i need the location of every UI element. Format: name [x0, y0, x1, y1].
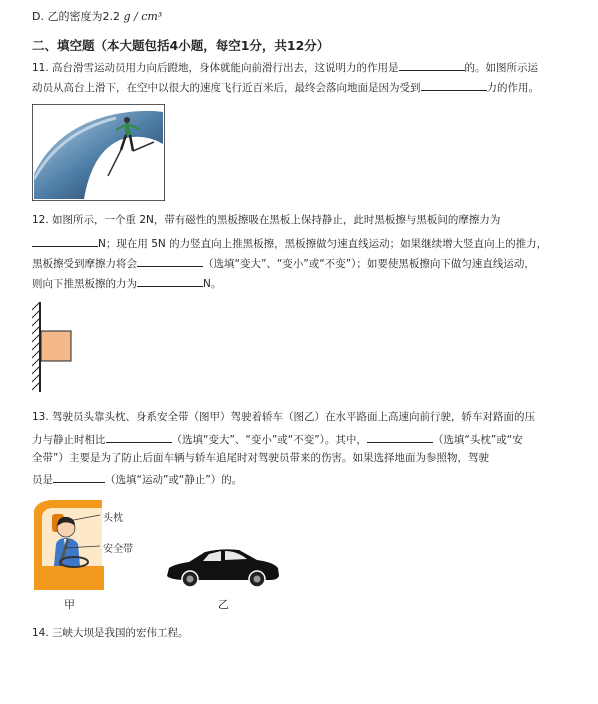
q12-blank-1[interactable]	[32, 235, 98, 247]
q12-text-3a: 黑板擦受到摩擦力将会	[32, 258, 137, 270]
q12-text-3b: （选填“变大”、“变小”或“不变”）；如要使黑板擦向下做匀速直线运动，	[203, 258, 535, 270]
seatbelt-label: 安全带	[103, 544, 133, 555]
q11-text-1a: 11. 高台滑雪运动员用力向后蹬地，身体就能向前滑行出去，这说明力的作用是	[32, 62, 399, 74]
section-title: 二、填空题（本大题包括4小题，每空1分，共12分）	[32, 38, 330, 53]
option-d-text: D. 乙的密度为2.2	[32, 10, 124, 23]
q13-text-2a: 力与静止时相比	[32, 434, 106, 446]
ski-jumper-figure	[32, 104, 165, 201]
q13-line2	[32, 431, 523, 447]
q14-line1: 14. 三峡大坝是我国的宏伟工程。	[32, 627, 189, 639]
q12-line1: 12. 如图所示，一个重 2N，带有磁性的黑板擦吸在黑板上保持静止，此时黑板擦与黑板间的摩擦力为	[32, 214, 501, 226]
figure-jia-label: 甲	[64, 598, 75, 611]
car-figure	[165, 546, 281, 590]
headrest-label: 头枕	[103, 513, 123, 524]
figure-yi-label: 乙	[218, 598, 229, 611]
eraser-figure	[30, 300, 80, 394]
q13-line1: 13. 驾驶员头靠头枕、身系安全带（图甲）驾驶着轿车（图乙）在水平路面上高速向前行驶，轿车对路面的压	[32, 411, 536, 423]
q12-text-4a: 则向下推黑板擦的力为	[32, 278, 137, 290]
q13-line4	[32, 471, 242, 487]
q13-blank-2[interactable]	[367, 431, 433, 443]
q12-line2	[32, 235, 547, 251]
q11-blank-2[interactable]	[421, 79, 487, 91]
option-d-unit: g / cm³	[123, 10, 163, 23]
q13-blank-3[interactable]	[53, 471, 105, 483]
q11-line1	[32, 59, 538, 75]
q11-blank-1[interactable]	[399, 59, 465, 71]
q11-text-2b: 力的作用。	[486, 82, 539, 94]
q11-text-1b: 的。如图所示运	[464, 62, 539, 74]
q13-line3: 全带”）主要是为了防止后面车辆与轿车追尾时对驾驶员带来的伤害。如果选择地面为参照物，驾驶	[32, 452, 489, 464]
q12-text-2b: N；现在用 5N 的力竖直向上推黑板擦，黑板擦做匀速直线运动；如果继续增大竖直向上的推力，	[98, 238, 548, 250]
q12-blank-3[interactable]	[137, 275, 203, 287]
q12-text-4b: N。	[203, 278, 222, 290]
option-d	[32, 10, 162, 24]
q11-text-2a: 动员从高台上滑下，在空中以很大的速度飞行近百米后，最终会落向地面是因为受到	[32, 82, 421, 94]
q11-line2	[32, 79, 539, 95]
q13-blank-1[interactable]	[106, 431, 172, 443]
q12-line3	[32, 255, 535, 271]
driver-figure	[32, 496, 152, 592]
q13-text-4b: （选填“运动”或“静止”）的。	[105, 474, 243, 486]
q13-text-2c: （选填“头枕”或“安	[432, 434, 523, 446]
q13-text-4a: 员是	[32, 474, 53, 486]
q12-line4	[32, 275, 221, 291]
q13-text-2b: （选填“变大”、“变小”或“不变”）。其中，	[171, 434, 367, 446]
q12-blank-2[interactable]	[137, 255, 203, 267]
